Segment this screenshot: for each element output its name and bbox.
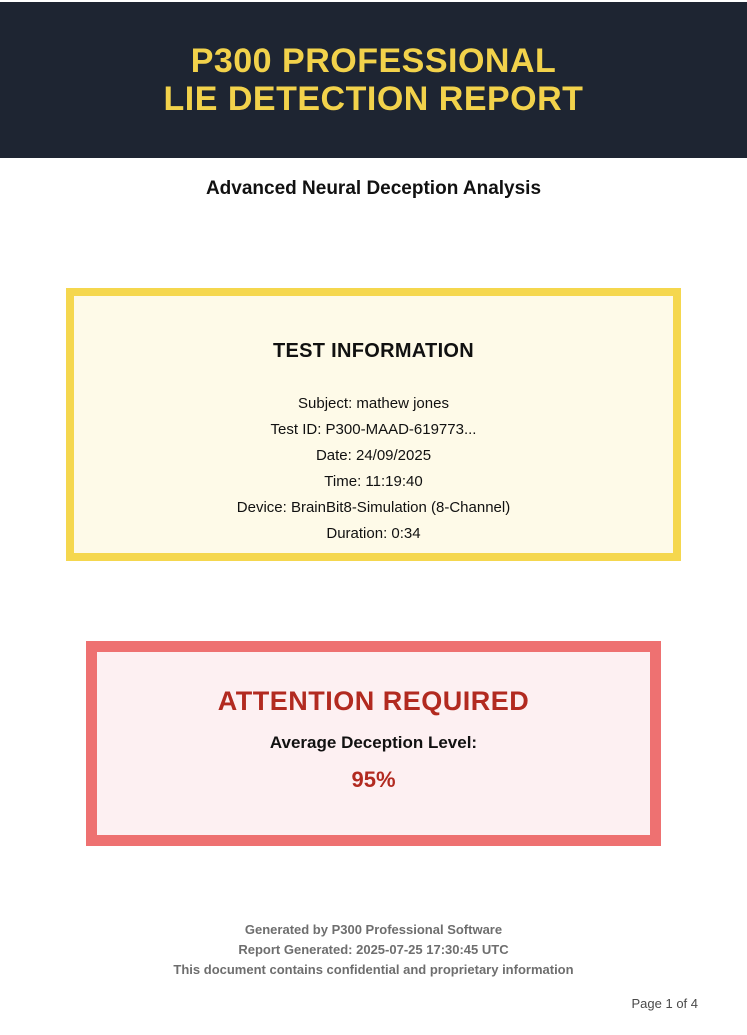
attention-required-title: ATTENTION REQUIRED — [217, 686, 530, 716]
report-title — [164, 42, 584, 118]
report-title-line-2: LIE DETECTION REPORT — [163, 80, 584, 118]
document-footer — [0, 920, 747, 980]
deception-level-value: 95% — [351, 767, 396, 792]
report-title-line-1: P300 PROFESSIONAL — [190, 42, 557, 80]
report-header — [0, 2, 747, 158]
footer-report-generated: Report Generated: 2025-07-25 17:30:45 UTC — [238, 942, 509, 957]
footer-generated-by: Generated by P300 Professional Software — [244, 922, 503, 937]
test-info-duration: Duration: 0:34 — [326, 525, 421, 542]
footer-confidentiality-notice: This document contains confidential and proprietary information — [173, 962, 574, 977]
test-info-test-id: Test ID: P300-MAAD-619773... — [270, 421, 477, 438]
test-information-title: TEST INFORMATION — [272, 340, 475, 362]
test-information-box — [66, 288, 681, 561]
test-info-subject: Subject: mathew jones — [298, 395, 449, 412]
attention-required-box — [86, 641, 661, 846]
page-indicator: Page 1 of 4 — [631, 996, 698, 1011]
test-information-lines — [74, 391, 673, 547]
test-info-date: Date: 24/09/2025 — [315, 447, 432, 464]
test-info-device: Device: BrainBit8-Simulation (8-Channel) — [236, 499, 511, 516]
report-subtitle: Advanced Neural Deception Analysis — [205, 178, 542, 199]
test-info-time: Time: 11:19:40 — [324, 473, 423, 490]
deception-level-label: Average Deception Level: — [269, 733, 478, 752]
